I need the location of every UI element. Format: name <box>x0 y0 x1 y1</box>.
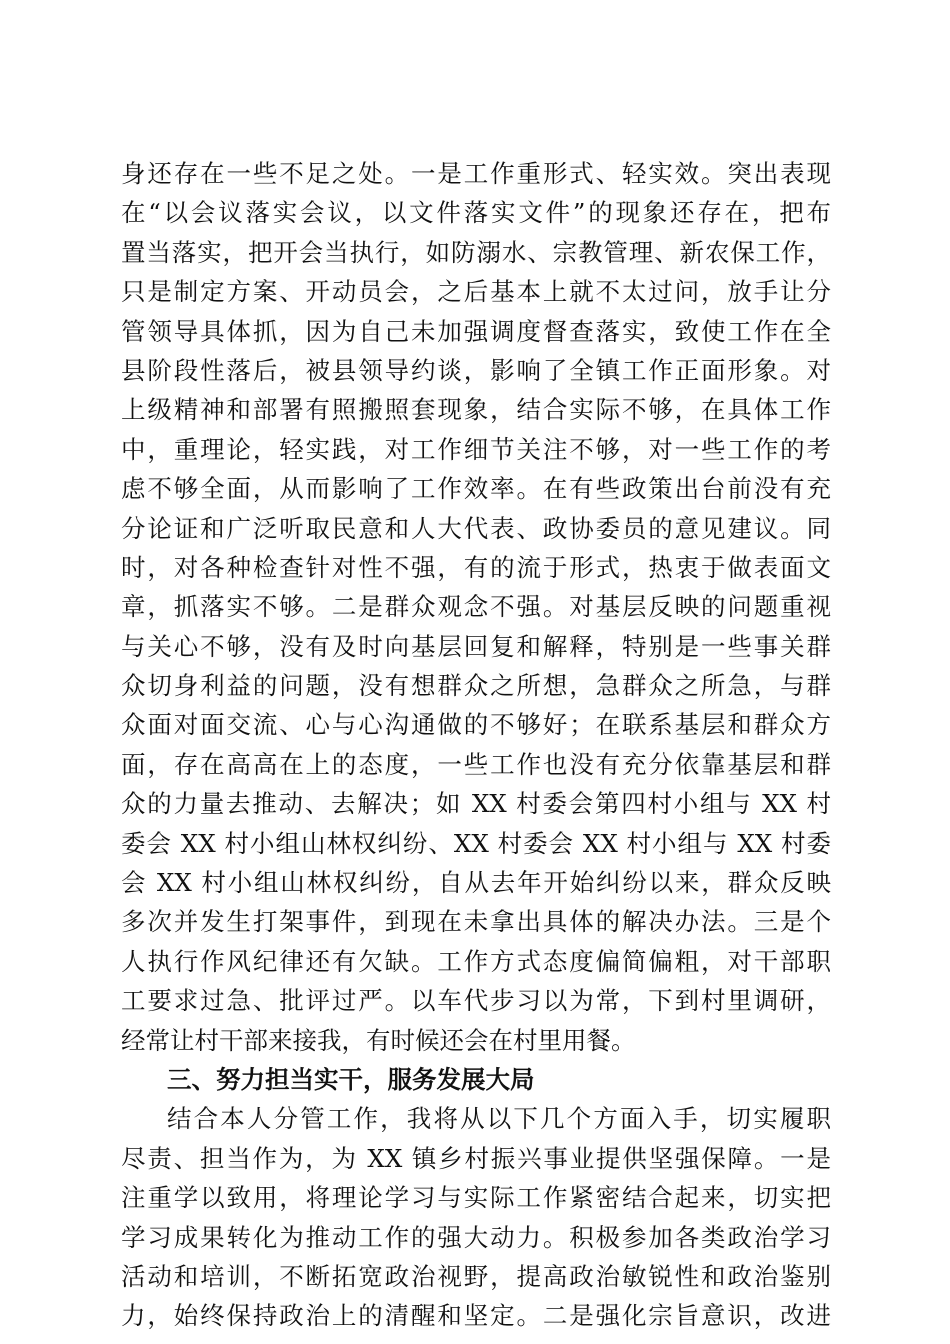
paragraph-commitments <box>121 1099 831 1335</box>
text-line: 上级精神和部署有照搬照套现象，结合实际不够，在具体工作 <box>121 395 831 425</box>
text-line: 置当落实，把开会当执行，如防溺水、宗教管理、新农保工作， <box>121 237 831 267</box>
text-line: 会 XX 村小组山林权纠纷，自从去年开始纠纷以来，群众反映 <box>121 868 831 898</box>
text-line: 与关心不够，没有及时向基层回复和解释，特别是一些事关群 <box>121 631 831 661</box>
text-line: 身还存在一些不足之处。一是工作重形式、轻实效。突出表现 <box>121 159 831 188</box>
text-line: 众切身利益的问题，没有想群众之所想，急群众之所急，与群 <box>121 671 831 701</box>
text-line: 只是制定方案、开动员会，之后基本上就不太过问，放手让分 <box>121 277 831 307</box>
text-line: 众的力量去推动、去解决；如 XX 村委会第四村小组与 XX 村 <box>121 789 831 819</box>
text-line: 委会 XX 村小组山林权纠纷、XX 村委会 XX 村小组与 XX 村委 <box>121 828 831 858</box>
text-line: 注重学以致用，将理论学习与实际工作紧密结合起来，切实把 <box>121 1183 831 1213</box>
text-line: 县阶段性落后，被县领导约谈，影响了全镇工作正面形象。对 <box>121 355 831 385</box>
text-line: 力，始终保持政治上的清醒和坚定。二是强化宗旨意识，改进 <box>121 1301 831 1331</box>
section-heading: 三、努力担当实干，服务发展大局 <box>167 1064 535 1094</box>
text-line: 分论证和广泛听取民意和人大代表、政协委员的意见建议。同 <box>121 513 831 543</box>
text-line: 章，抓落实不够。二是群众观念不强。对基层反映的问题重视 <box>121 592 831 622</box>
document-body <box>121 154 831 1336</box>
paragraph-shortcomings <box>121 154 831 1060</box>
text-line: 多次并发生打架事件，到现在未拿出具体的解决办法。三是个 <box>121 907 831 937</box>
text-line: 经常让村干部来接我，有时候还会在村里用餐。 <box>121 1025 636 1055</box>
text-line: 中，重理论，轻实践，对工作细节关注不够，对一些工作的考 <box>121 434 831 464</box>
text-line: 在“以会议落实会议，以文件落实文件”的现象还存在，把布 <box>121 198 831 228</box>
text-line: 尽责、担当作为，为 XX 镇乡村振兴事业提供坚强保障。一是 <box>121 1143 831 1173</box>
text-line: 面，存在高高在上的态度，一些工作也没有充分依靠基层和群 <box>121 749 831 779</box>
text-line: 管领导具体抓，因为自己未加强调度督查落实，致使工作在全 <box>121 316 831 346</box>
text-line: 学习成果转化为推动工作的强大动力。积极参加各类政治学习 <box>121 1222 831 1252</box>
text-line: 人执行作风纪律还有欠缺。工作方式态度偏简偏粗，对干部职 <box>121 946 831 976</box>
text-line: 工要求过急、批评过严。以车代步习以为常，下到村里调研， <box>121 986 831 1016</box>
text-line: 结合本人分管工作，我将从以下几个方面入手，切实履职 <box>167 1104 831 1134</box>
text-line: 众面对面交流、心与心沟通做的不够好；在联系基层和群众方 <box>121 710 831 740</box>
text-line: 活动和培训，不断拓宽政治视野，提高政治敏锐性和政治鉴别 <box>121 1261 831 1291</box>
text-line: 时，对各种检查针对性不强，有的流于形式，热衷于做表面文 <box>121 552 831 582</box>
text-line: 虑不够全面，从而影响了工作效率。在有些政策出台前没有充 <box>121 474 831 504</box>
